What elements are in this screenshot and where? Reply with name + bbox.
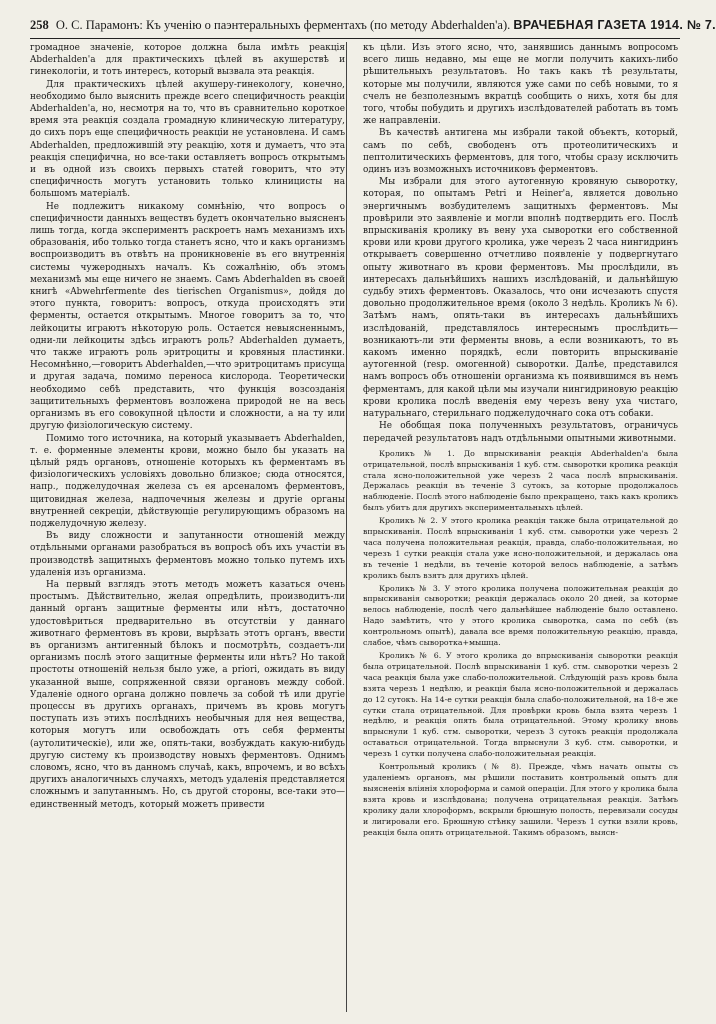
- paragraph: Мы избрали для этого аутогенную кровяную сыворотку, которая, по опытамъ Petri и Heiner'a, является довольно энергичнымъ возбудителемъ защитныхъ ферментовъ. Мы провѣрили это заявленіе и могли вполнѣ подтвердить его. Послѣ впрыскиванія кролику въ вену уха сыворотки его собственной крови или крови другого кролика, уже черезъ 2 часа нингидринъ открываетъ совершенно отчетливо появленіе у подвергнутаго опыту животнаго въ крови ферментовъ. Мы прослѣдили, въ интересахъ дальнѣйшихъ нашихъ изслѣдованій, и дальнѣйшую судьбу этихъ ферментовъ. Оказалось, что они исчезаютъ спустя довольно продолжительное время (около 3 недѣль. Кроликъ № 6). Затѣмъ намъ, опять-таки въ интересахъ дальнѣйшихъ изслѣдованій, представлялось интереснымъ прослѣдить—возникаютъ-ли эти ферменты вновь, а если возникаютъ, то въ какомъ именно порядкѣ, если повторить впрыскиваніе аутогенной (resp. омогенной) сыворотки. Далѣе, представился намъ вопросъ объ отношеніи организма къ появившимся въ немъ ферментамъ, для какой цѣли мы изучали нингидриновую реакцію крови кролика послѣ введенія ему черезъ вену уха чистаго, натуральнаго, стерильнаго поджелудочнаго сока отъ собаки.: [363, 177, 678, 420]
- page-number: 258: [30, 18, 49, 32]
- paragraph: Въ виду сложности и запутанности отношеній между отдѣльными органами разобраться въ вопросѣ объ ихъ участіи въ производствѣ защитныхъ ферментовъ можно только путемъ ихъ удаленія изъ организма.: [30, 531, 345, 578]
- experiment-note: Контрольный кроликъ (№ 8). Прежде, чѣмъ начать опыты съ удаленіемъ органовъ, мы рѣшили поставить контрольный опытъ для выясненія вліянія хлороформа и самой операціи. Для этого у кролика была взята кровь и изслѣдована; получена отрицательная реакція. Затѣмъ кролику дали хлороформъ, вскрыли брюшную полость, перевязали сосуды и лигировали его. Брюшную стѣнку зашили. Черезъ 1 сутки взяли кровь, реакція была опять отрицательной. Такимъ образомъ, выясн-: [363, 762, 678, 837]
- paragraph: къ цѣли. Изъ этого ясно, что, занявшись даннымъ вопросомъ всего лишь недавно, мы еще не могли получить какихъ-либо рѣшительныхъ результатовъ. Но такъ какъ тѣ результаты, которые мы получили, являются уже сами по себѣ новыми, то я счелъ не безполезнымъ вкратцѣ сообщить о нихъ, хотя бы для того, чтобы побудить и другихъ изслѣдователей работать въ томъ же направленіи.: [363, 43, 678, 127]
- paragraph: Въ качествѣ антигена мы избрали такой объектъ, который, самъ по себѣ, свободенъ отъ протеолитическихъ и пептолитическихъ ферментовъ, для того, чтобы сразу исключить одинъ изъ возможныхъ источниковъ ферментовъ.: [363, 128, 678, 176]
- paragraph: На первый взглядъ этотъ методъ можетъ казаться очень простымъ. Дѣйствительно, желая опредѣлить, производитъ-ли данный органъ защитные ферменты или нѣтъ, достаточно удостовѣриться предварительно въ отсутствіи у даннаго животнаго ферментовъ въ крови, вырѣзать этотъ органъ, ввести въ организмъ антигенный бѣлокъ и посмотрѣть, создаетъ-ли организмъ послѣ этого защитные ферменты или нѣтъ? Но такой простоты отношеній нельзя было уже, a priori, ожидать въ виду указанной выше, сопряженной связи органовъ между собой. Удаленіе одного органа должно повлечь за собой тѣ или другіе процессы въ другихъ органахъ, причемъ въ кровь могутъ поступать изъ этихъ послѣднихъ необычныя для нея вещества, которыя могутъ или освобождать отъ себя ферменты (аутолитическіе), или же, опять-таки, возбуждать какую-нибудь другую систему къ производству новыхъ ферментовъ. Однимъ словомъ, ясно, что въ данномъ случаѣ, какъ, впрочемъ, и во всѣхъ другихъ аналогичныхъ случаяхъ, методъ удаленія представляется сложнымъ и запутаннымъ. Но, съ другой стороны, все-таки это—единственный методъ, который можетъ привести: [30, 579, 345, 810]
- paragraph: Не обобщая пока полученныхъ результатовъ, ограничусь передачей результатовъ надъ отдѣльными опытными животными.: [363, 421, 678, 444]
- paragraph: громадное значеніе, которое должна была имѣть реакція Abderhalden'a для практическихъ цѣлей въ акушерствѣ и гинекологіи, и тотъ интересъ, который вызвала эта реакція.: [30, 43, 345, 78]
- experiment-note: Кроликъ № 2. У этого кролика реакція также была отрицательной до впрыскиванія. Послѣ впрыскиванія 1 куб. стм. сыворотки уже черезъ 2 часа получена положительная реакція, правда, слабо-положительная, но черезъ 1 сутки реакція стала уже ясно-положительной, и держалась она въ теченіе 1 недѣли, въ теченіе которой велось наблюденіе, а затѣмъ кроликъ былъ взятъ для другихъ цѣлей.: [363, 516, 678, 580]
- experiment-note: Кроликъ № 3. У этого кролика получена положительная реакція до впрыскиванія сыворотки; реакція держалась около 20 дней, за которые велось наблюденіе, послѣ чего дальнѣйшее наблюденіе было оставлено. Надо замѣтить, что у этого кролика сыворотка, сама по себѣ (въ контрольномъ опытѣ), давала все время положительную реакцію, правда, слабое, чѣмъ сыворотка+мышца.: [363, 583, 678, 648]
- journal-title: ВРАЧЕБНАЯ ГАЗЕТА 1914. № 7.: [513, 18, 716, 32]
- running-title: О. С. Парамонъ: Къ ученію о паэнтеральныхъ ферментахъ (по методу Abderhalden'a).: [55, 18, 511, 32]
- paragraph: Для практическихъ цѣлей акушеру-гинекологу, конечно, необходимо было выяснить прежде всего специфичность реакціи Abderhalden'a, но, несмотря на то, что въ сравнительно короткое время эта реакція создала громадную клиническую литературу, до сихъ поръ еще специфичность реакціи не установлена. И самъ Abderhalden, предложившій эту реакцію, хотя и думаетъ, что эта реакція специфична, но все-таки оставляетъ вопросъ открытымъ и въ одной изъ своихъ первыхъ статей говоритъ, что эту специфичность могутъ установить только клиницисты на большомъ матеріалѣ.: [30, 79, 345, 200]
- experiment-note: Кроликъ № 1. До впрыскиванія реакція Abderhalden'a была отрицательной, послѣ впрыскиванія 1 куб. стм. сыворотки кролика реакція стала ясно-положительной уже черезъ 2 часа послѣ впрыскиванія. Держалась реакція въ теченіе 3 сутокъ, за которые продолжалось наблюденіе. Послѣ этого наблюденіе было прекращено, такъ какъ кроликъ былъ убитъ для другихъ экспериментальныхъ цѣлей.: [363, 448, 678, 513]
- paragraph: Помимо того источника, на который указываетъ Abderhalden, т. е. форменные элементы крови, можно было бы указать на цѣлый рядъ органовъ, отношеніе которыхъ къ ферментамъ въ физіологическихъ условіяхъ довольно близкое; сюда относятся, напр., поджелудочная железа съ ея арсеналомъ ферментовъ, щитовидная железа, надпочечныя железы и другіе органы внутренней секреціи, дѣйствующіе регулирующимъ образомъ на поджелудочную железу.: [30, 433, 345, 529]
- header-rule: [30, 38, 680, 39]
- left-column: [30, 42, 345, 1018]
- page-header: [30, 14, 716, 36]
- right-column: [363, 42, 678, 1018]
- experiment-note: Кроликъ № 6. У этого кролика до впрыскиванія сыворотки реакція была отрицательной. Послѣ впрыскиванія 1 куб. стм. сыворотки черезъ 2 часа реакція была уже слабо-положительной. Слѣдующій разъ кровь была взята черезъ 1 недѣлю, и реакція была ясно-положительной и держалась до 12 сутокъ. На 14-е сутки реакція была слабо-положительной, на 18-е же сутки стала отрицательной. Для провѣрки кровь была взята черезъ 1 недѣлю, и реакція опять была отрицательной. Этому кролику вновь впрыснули 1 куб. стм. сыворотки, черезъ 3 сутокъ реакція продолжала оставаться отрицательной. Тогда впрыснули 3 куб. стм. сыворотки, и черезъ 1 сутки получена слабо-положительная реакція.: [363, 651, 678, 759]
- paragraph: Не подлежитъ никакому сомнѣнію, что вопросъ о специфичности данныхъ веществъ будетъ окончательно выясненъ лишь тогда, когда экспериментъ раскроетъ намъ механизмъ ихъ образованія, ибо только тогда станетъ ясно, что и какъ организмъ воспроизводитъ въ отвѣтъ на проникновеніе въ его внутреннія системы чужеродныхъ началъ. Къ сожалѣнію, объ этомъ механизмѣ мы еще ничего не знаемъ. Самъ Abderhalden въ своей книгѣ «Abwehrfermente des tierischen Organismus», дойдя до этого пункта, говоритъ: вопросъ, откуда происходятъ эти ферменты, остается открытымъ. Многое говоритъ за то, что лейкоциты играютъ нѣкоторую роль. Остается невыясненнымъ, одни-ли лейкоциты здѣсь играютъ роль? Abderhalden думаетъ, что также играютъ роль эритроциты и кровяныя пластинки. Несомнѣнно,—говоритъ Abderhalden,—что эритроцитамъ присуща и другая задача, помимо переноса кислорода. Теоретически необходимо себѣ представить, что функція возсозданія защитительныхъ ферментовъ возложена природой не на весь организмъ въ его совокупной цѣлости и сложности, а на ту или другую физіологическую систему.: [30, 201, 345, 432]
- column-divider: [346, 42, 347, 1012]
